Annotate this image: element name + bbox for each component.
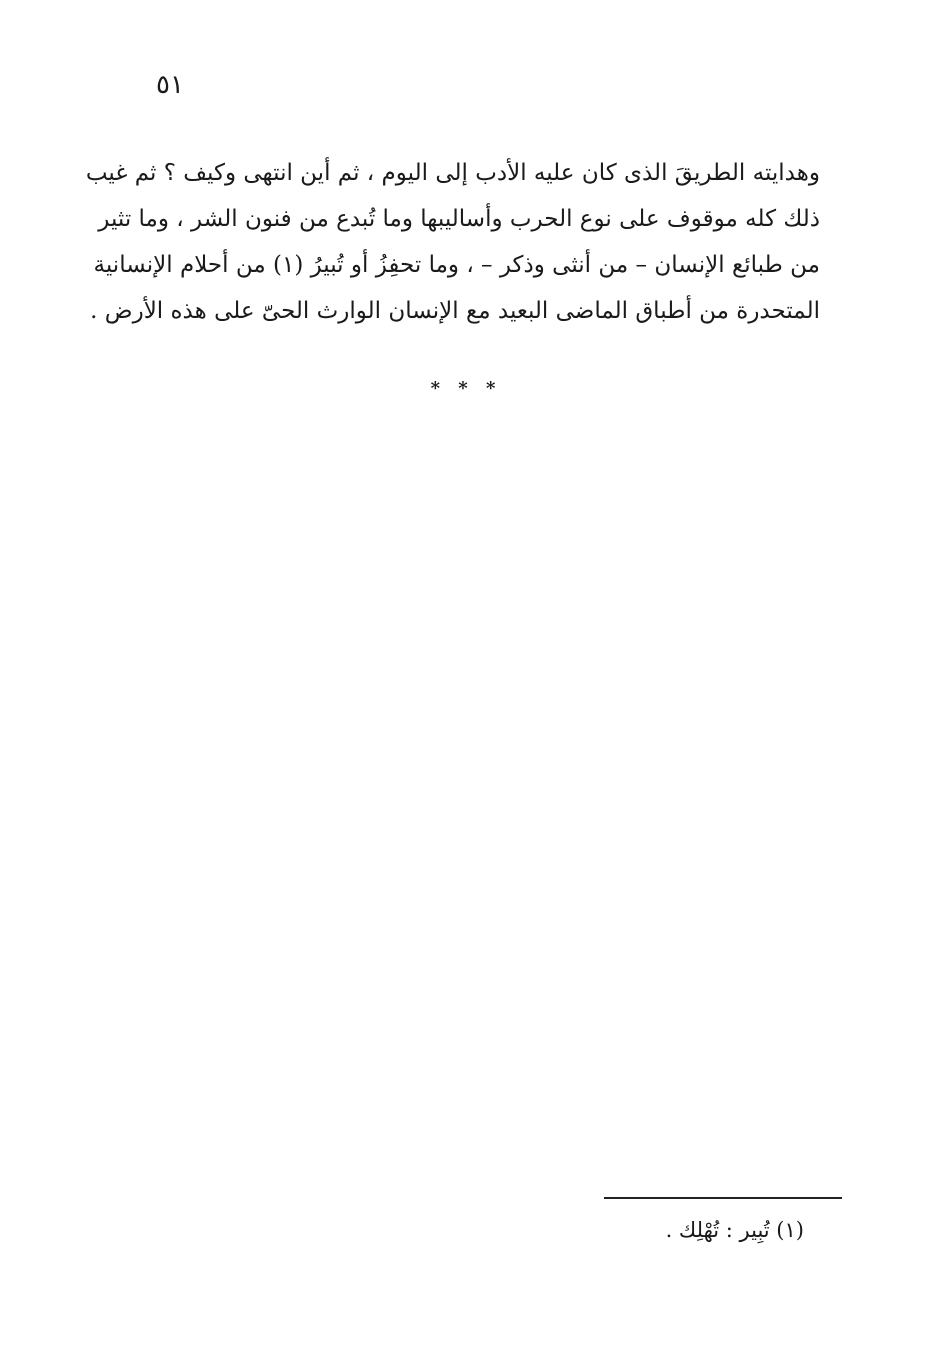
footnote-divider xyxy=(604,1197,842,1199)
paragraph-line: المتحدرة من أطباق الماضى البعيد مع الإنسان الوارث الحىّ على هذه الأرض . xyxy=(90,298,820,324)
paragraph-line: وهدايته الطريقَ الذى كان عليه الأدب إلى اليوم ، ثم أين انتهى وكيف ؟ ثم غيب xyxy=(85,160,820,186)
paragraph-line: ذلك كله موقوف على نوع الحرب وأساليبها وما تُبدع من فنون الشر ، وما تثير xyxy=(98,206,820,232)
section-separator: * * * xyxy=(430,378,502,399)
paragraph-line: من طبائع الإنسان – من أنثى وذكر – ، وما تحفِزُ أو تُبيرُ (١) من أحلام الإنسانية xyxy=(93,252,820,278)
page-number: ٥١ xyxy=(156,70,184,100)
body-paragraph xyxy=(85,150,820,334)
footnote: (١) تُبِير : تُهْلِك . xyxy=(665,1218,804,1242)
